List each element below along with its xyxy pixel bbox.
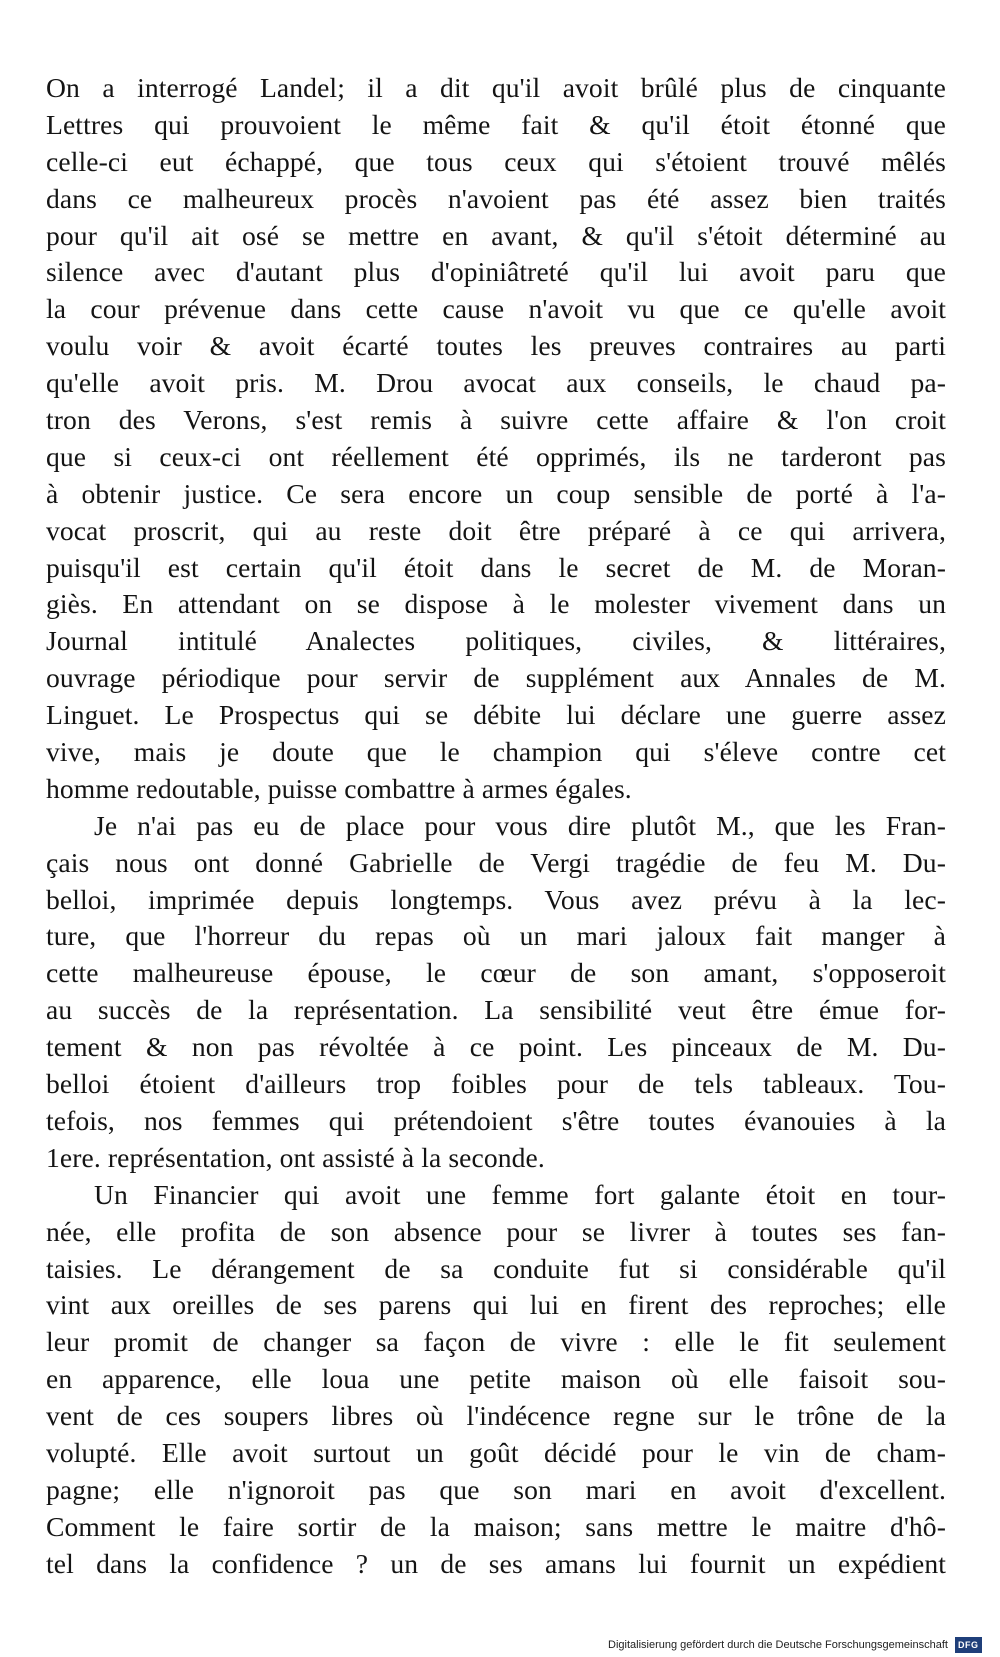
text-line: On a interrogé Landel; il a dit qu'il avoit brûlé plus de cinquante (46, 72, 946, 103)
text-line: belloi, imprimée depuis longtemps. Vous avez prévu à la lec- (46, 883, 946, 915)
text-line: Linguet. Le Prospectus qui se débite lui déclare une guerre assez (46, 699, 946, 731)
text-line: dans ce malheureux procès n'avoient pas été assez bien traités (46, 182, 946, 214)
text-line: vive, mais je doute que le champion qui s'éleve contre cet (46, 736, 946, 768)
text-line: vocat proscrit, qui au reste doit être préparé à ce qui arrivera, (46, 514, 946, 546)
text-line: tron des Verons, s'est remis à suivre cette affaire & l'on croit (46, 404, 946, 436)
text-line: 1ere. représentation, ont assisté à la seconde. (46, 1141, 545, 1173)
text-line: cette malheureuse épouse, le cœur de son amant, s'opposeroit (46, 957, 946, 989)
text-line: puisqu'il est certain qu'il étoit dans le secret de M. de Moran- (46, 551, 946, 583)
text-line: la cour prévenue dans cette cause n'avoit vu que ce qu'elle avoit (46, 293, 946, 325)
text-line: Lettres qui prouvoient le même fait & qu'il étoit étonné que (46, 108, 946, 140)
text-line: que si ceux-ci ont réellement été opprimés, ils ne tarderont pas (46, 440, 946, 472)
text-line: vent de ces soupers libres où l'indécence regne sur le trône de la (46, 1400, 946, 1432)
text-line: taisies. Le dérangement de sa conduite fut si considérable qu'il (46, 1252, 946, 1284)
paragraph-start: Je n'ai pas eu de place pour vous dire plutôt M., que les Fran- (94, 809, 946, 841)
text-line: tement & non pas révoltée à ce point. Les pinceaux de M. Du- (46, 1031, 946, 1063)
text-line: ouvrage périodique pour servir de supplément aux Annales de M. (46, 662, 946, 694)
body-text (46, 70, 946, 1583)
text-line: pour qu'il ait osé se mettre en avant, & qu'il s'étoit déterminé au (46, 219, 946, 251)
text-line: à obtenir justice. Ce sera encore un coup sensible de porté à l'a- (46, 477, 946, 509)
text-line: qu'elle avoit pris. M. Drou avocat aux conseils, le chaud pa- (46, 367, 946, 399)
digitization-credit (608, 1637, 982, 1653)
text-line: au succès de la représentation. La sensibilité veut être émue for- (46, 994, 946, 1026)
dfg-logo: DFG (955, 1637, 982, 1653)
credit-text: Digitalisierung gefördert durch die Deutsche Forschungsgemeinschaft (608, 1638, 948, 1651)
text-line: voulu voir & avoit écarté toutes les preuves contraires au parti (46, 330, 946, 362)
text-line: vint aux oreilles de ses parens qui lui en firent des reproches; elle (46, 1289, 946, 1321)
text-line: leur promit de changer sa façon de vivre : elle le fit seulement (46, 1326, 946, 1358)
text-line: belloi étoient d'ailleurs trop foibles pour de tels tableaux. Tou- (46, 1068, 946, 1100)
text-line: en apparence, elle loua une petite maison où elle faisoit sou- (46, 1363, 946, 1395)
text-line: homme redoutable, puisse combattre à armes égales. (46, 772, 632, 804)
text-line: Journal intitulé Analectes politiques, civiles, & littéraires, (46, 625, 946, 657)
text-line: née, elle profita de son absence pour se livrer à toutes ses fan- (46, 1215, 946, 1247)
text-line: pagne; elle n'ignoroit pas que son mari en avoit d'excellent. (46, 1473, 946, 1505)
text-line: volupté. Elle avoit surtout un goût décidé pour le vin de cham- (46, 1436, 946, 1468)
text-line: celle-ci eut échappé, que tous ceux qui s'étoient trouvé mêlés (46, 145, 946, 177)
text-line: çais nous ont donné Gabrielle de Vergi tragédie de feu M. Du- (46, 846, 946, 878)
text-line: giès. En attendant on se dispose à le molester vivement dans un (46, 588, 946, 620)
text-line: ture, que l'horreur du repas où un mari jaloux fait manger à (46, 920, 946, 952)
text-line: Comment le faire sortir de la maison; sans mettre le maitre d'hô- (46, 1510, 946, 1542)
text-line: tefois, nos femmes qui prétendoient s'être toutes évanouies à la (46, 1104, 946, 1136)
text-line: tel dans la confidence ? un de ses amans lui fournit un expédient (46, 1547, 946, 1579)
paragraph-start: Un Financier qui avoit une femme fort galante étoit en tour- (94, 1178, 946, 1210)
text-line: silence avec d'autant plus d'opiniâtreté qu'il lui avoit paru que (46, 256, 946, 288)
